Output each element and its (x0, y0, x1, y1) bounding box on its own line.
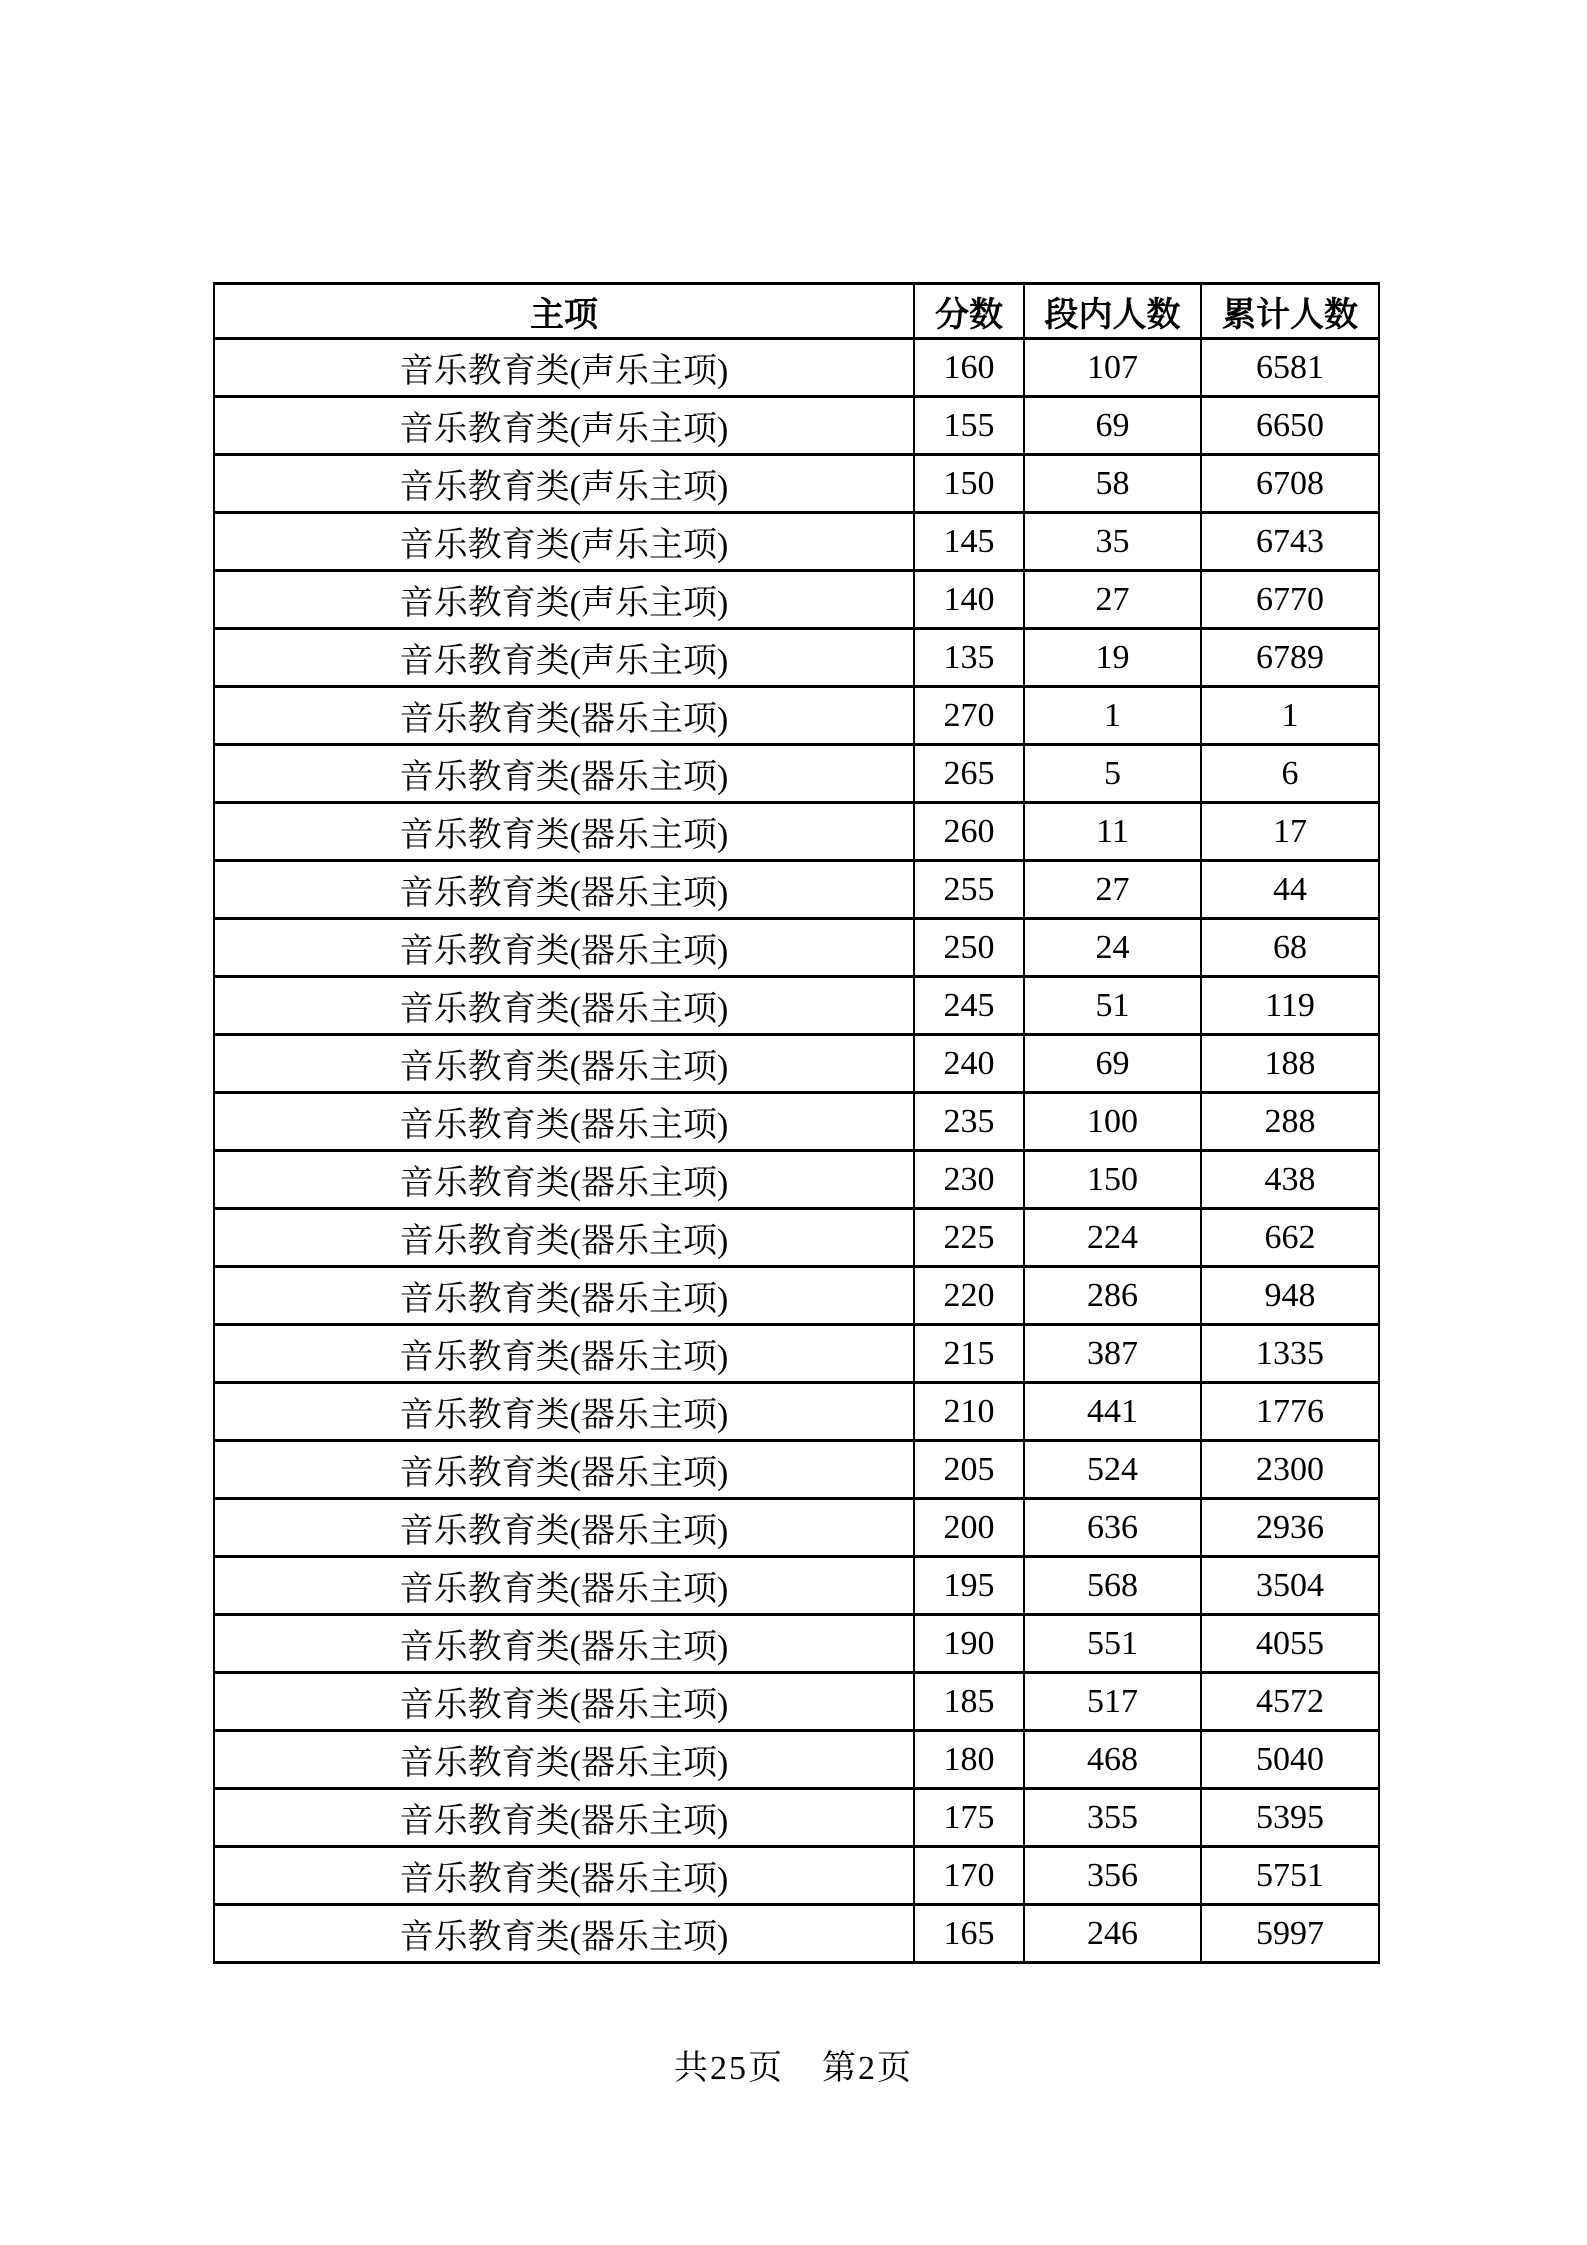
major-cell: 音乐教育类(器乐主项) (214, 1441, 914, 1499)
score-table (213, 282, 1380, 1964)
score-cell: 160 (914, 339, 1024, 397)
segment-count-cell: 468 (1024, 1731, 1201, 1789)
header-score: 分数 (914, 284, 1024, 339)
table-row (214, 745, 1379, 803)
major-cell: 音乐教育类(器乐主项) (214, 1325, 914, 1383)
major-cell: 音乐教育类(器乐主项) (214, 1731, 914, 1789)
major-cell: 音乐教育类(声乐主项) (214, 455, 914, 513)
segment-count-cell: 24 (1024, 919, 1201, 977)
cumulative-count-cell: 68 (1201, 919, 1379, 977)
major-cell: 音乐教育类(声乐主项) (214, 571, 914, 629)
cumulative-count-cell: 1335 (1201, 1325, 1379, 1383)
table-row (214, 1267, 1379, 1325)
table-row (214, 513, 1379, 571)
cumulative-count-cell: 2936 (1201, 1499, 1379, 1557)
cumulative-count-cell: 5997 (1201, 1905, 1379, 1963)
major-cell: 音乐教育类(器乐主项) (214, 1789, 914, 1847)
table-row (214, 803, 1379, 861)
table-row (214, 339, 1379, 397)
table-row (214, 1905, 1379, 1963)
cumulative-count-cell: 6770 (1201, 571, 1379, 629)
cumulative-count-cell: 4572 (1201, 1673, 1379, 1731)
score-cell: 240 (914, 1035, 1024, 1093)
table-row (214, 919, 1379, 977)
cumulative-count-cell: 44 (1201, 861, 1379, 919)
score-cell: 220 (914, 1267, 1024, 1325)
major-cell: 音乐教育类(声乐主项) (214, 629, 914, 687)
score-cell: 195 (914, 1557, 1024, 1615)
major-cell: 音乐教育类(器乐主项) (214, 1499, 914, 1557)
table-row (214, 687, 1379, 745)
cumulative-count-cell: 1776 (1201, 1383, 1379, 1441)
segment-count-cell: 35 (1024, 513, 1201, 571)
score-cell: 225 (914, 1209, 1024, 1267)
cumulative-count-cell: 438 (1201, 1151, 1379, 1209)
cumulative-count-cell: 6 (1201, 745, 1379, 803)
table-row (214, 1673, 1379, 1731)
cumulative-count-cell: 3504 (1201, 1557, 1379, 1615)
segment-count-cell: 1 (1024, 687, 1201, 745)
table-row (214, 571, 1379, 629)
segment-count-cell: 636 (1024, 1499, 1201, 1557)
major-cell: 音乐教育类(声乐主项) (214, 397, 914, 455)
score-cell: 185 (914, 1673, 1024, 1731)
segment-count-cell: 246 (1024, 1905, 1201, 1963)
cumulative-count-cell: 5395 (1201, 1789, 1379, 1847)
cumulative-count-cell: 17 (1201, 803, 1379, 861)
table-row (214, 1557, 1379, 1615)
table-row (214, 1499, 1379, 1557)
major-cell: 音乐教育类(器乐主项) (214, 1093, 914, 1151)
table-row (214, 1035, 1379, 1093)
cumulative-count-cell: 948 (1201, 1267, 1379, 1325)
major-cell: 音乐教育类(器乐主项) (214, 919, 914, 977)
segment-count-cell: 441 (1024, 1383, 1201, 1441)
major-cell: 音乐教育类(器乐主项) (214, 1209, 914, 1267)
score-cell: 135 (914, 629, 1024, 687)
table-row (214, 1789, 1379, 1847)
current-page-label: 第2页 (822, 2050, 913, 2087)
segment-count-cell: 524 (1024, 1441, 1201, 1499)
table-row (214, 397, 1379, 455)
segment-count-cell: 224 (1024, 1209, 1201, 1267)
segment-count-cell: 27 (1024, 861, 1201, 919)
major-cell: 音乐教育类(器乐主项) (214, 1267, 914, 1325)
segment-count-cell: 107 (1024, 339, 1201, 397)
cumulative-count-cell: 2300 (1201, 1441, 1379, 1499)
segment-count-cell: 551 (1024, 1615, 1201, 1673)
major-cell: 音乐教育类(器乐主项) (214, 1673, 914, 1731)
score-cell: 215 (914, 1325, 1024, 1383)
total-pages-label: 共25页 (674, 2050, 784, 2087)
cumulative-count-cell: 5040 (1201, 1731, 1379, 1789)
segment-count-cell: 51 (1024, 977, 1201, 1035)
table-header-row (214, 284, 1379, 339)
table-row (214, 1731, 1379, 1789)
table-row (214, 455, 1379, 513)
segment-count-cell: 286 (1024, 1267, 1201, 1325)
score-cell: 255 (914, 861, 1024, 919)
major-cell: 音乐教育类(器乐主项) (214, 1035, 914, 1093)
segment-count-cell: 58 (1024, 455, 1201, 513)
table-row (214, 1151, 1379, 1209)
cumulative-count-cell: 6743 (1201, 513, 1379, 571)
major-cell: 音乐教育类(声乐主项) (214, 513, 914, 571)
major-cell: 音乐教育类(器乐主项) (214, 687, 914, 745)
major-cell: 音乐教育类(器乐主项) (214, 977, 914, 1035)
score-cell: 270 (914, 687, 1024, 745)
table-row (214, 1325, 1379, 1383)
major-cell: 音乐教育类(器乐主项) (214, 1905, 914, 1963)
table-row (214, 861, 1379, 919)
score-cell: 165 (914, 1905, 1024, 1963)
segment-count-cell: 517 (1024, 1673, 1201, 1731)
segment-count-cell: 387 (1024, 1325, 1201, 1383)
table-row (214, 1615, 1379, 1673)
table-row (214, 1847, 1379, 1905)
header-segment-count: 段内人数 (1024, 284, 1201, 339)
major-cell: 音乐教育类(器乐主项) (214, 861, 914, 919)
major-cell: 音乐教育类(器乐主项) (214, 803, 914, 861)
major-cell: 音乐教育类(声乐主项) (214, 339, 914, 397)
score-cell: 245 (914, 977, 1024, 1035)
table-row (214, 1209, 1379, 1267)
score-cell: 190 (914, 1615, 1024, 1673)
major-cell: 音乐教育类(器乐主项) (214, 1615, 914, 1673)
score-cell: 210 (914, 1383, 1024, 1441)
table-row (214, 977, 1379, 1035)
score-cell: 170 (914, 1847, 1024, 1905)
major-cell: 音乐教育类(器乐主项) (214, 1151, 914, 1209)
table-row (214, 1093, 1379, 1151)
score-cell: 205 (914, 1441, 1024, 1499)
score-cell: 265 (914, 745, 1024, 803)
segment-count-cell: 355 (1024, 1789, 1201, 1847)
segment-count-cell: 568 (1024, 1557, 1201, 1615)
page-footer (0, 2040, 1587, 2089)
segment-count-cell: 27 (1024, 571, 1201, 629)
score-cell: 140 (914, 571, 1024, 629)
score-cell: 250 (914, 919, 1024, 977)
score-cell: 175 (914, 1789, 1024, 1847)
header-major: 主项 (214, 284, 914, 339)
major-cell: 音乐教育类(器乐主项) (214, 1383, 914, 1441)
table-row (214, 1383, 1379, 1441)
score-cell: 260 (914, 803, 1024, 861)
cumulative-count-cell: 6789 (1201, 629, 1379, 687)
score-cell: 235 (914, 1093, 1024, 1151)
score-cell: 180 (914, 1731, 1024, 1789)
segment-count-cell: 150 (1024, 1151, 1201, 1209)
segment-count-cell: 69 (1024, 397, 1201, 455)
cumulative-count-cell: 1 (1201, 687, 1379, 745)
cumulative-count-cell: 662 (1201, 1209, 1379, 1267)
segment-count-cell: 5 (1024, 745, 1201, 803)
table-row (214, 629, 1379, 687)
segment-count-cell: 356 (1024, 1847, 1201, 1905)
cumulative-count-cell: 188 (1201, 1035, 1379, 1093)
segment-count-cell: 100 (1024, 1093, 1201, 1151)
major-cell: 音乐教育类(器乐主项) (214, 745, 914, 803)
major-cell: 音乐教育类(器乐主项) (214, 1557, 914, 1615)
cumulative-count-cell: 5751 (1201, 1847, 1379, 1905)
major-cell: 音乐教育类(器乐主项) (214, 1847, 914, 1905)
score-cell: 155 (914, 397, 1024, 455)
segment-count-cell: 69 (1024, 1035, 1201, 1093)
cumulative-count-cell: 119 (1201, 977, 1379, 1035)
table-row (214, 1441, 1379, 1499)
table-header (214, 284, 1379, 339)
cumulative-count-cell: 6650 (1201, 397, 1379, 455)
segment-count-cell: 19 (1024, 629, 1201, 687)
cumulative-count-cell: 6708 (1201, 455, 1379, 513)
score-cell: 200 (914, 1499, 1024, 1557)
cumulative-count-cell: 4055 (1201, 1615, 1379, 1673)
score-cell: 150 (914, 455, 1024, 513)
cumulative-count-cell: 288 (1201, 1093, 1379, 1151)
header-cumulative-count: 累计人数 (1201, 284, 1379, 339)
cumulative-count-cell: 6581 (1201, 339, 1379, 397)
score-cell: 145 (914, 513, 1024, 571)
score-cell: 230 (914, 1151, 1024, 1209)
table-body (214, 339, 1379, 1963)
segment-count-cell: 11 (1024, 803, 1201, 861)
